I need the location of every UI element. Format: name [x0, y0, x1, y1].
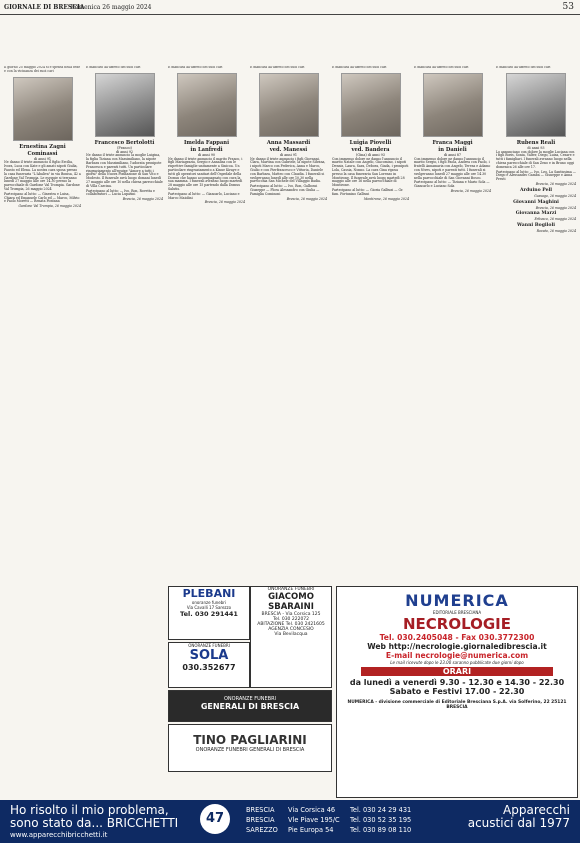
obituary-intro: È mancata all'affetto dei suoi cari [332, 66, 387, 69]
deceased-age: di anni 90 [197, 152, 216, 157]
banner-locations [246, 805, 411, 835]
sbaraini-agency-address: Via Bevilacqua [274, 632, 308, 637]
obituary-sign: Brescia, 26 maggio 2024 [122, 197, 163, 202]
pagliarini-title: TINO PAGLIARINI [193, 733, 307, 747]
deceased-name: Francesco Bertolotti [94, 139, 155, 146]
pagliarini-ad [168, 724, 332, 772]
anniversary-date: Brescia, 26 maggio 2024 [535, 205, 576, 210]
anniversary-name: Giovanna Marzi [515, 211, 557, 217]
obituary-body: Lo annunciano con dolore la moglie Luciana con i figli Boris, Sonia, Valter, Diego, Luisa, Cesare e tutti i famigliari. I funerali avranno luogo nella chiesa parrocchiale di San Zeno e in Bruno oggi domenica 26 alle ore 17. [496, 149, 575, 169]
deceased-name: Luigia Piovelli [349, 139, 392, 146]
numerica-footer: NUMERICA - divisione commerciale di Editoriale Bresciana S.p.A. via Solferino, 22 25121 BRESCIA [347, 700, 567, 710]
tagline-line-1: Apparecchi [503, 803, 570, 817]
sola-tel: 030.352677 [182, 663, 236, 672]
obituary-sign: Brescia, 26 maggio 2024 [204, 200, 245, 205]
obituary-sign: Montirone, 26 maggio 2024 [363, 196, 409, 201]
portrait-photo [177, 73, 237, 137]
obituary-intro: Il giorno 25 maggio 2024 si è spenta nella fede e con la vicinanza dei suoi cari [4, 66, 81, 73]
obituary-intro: È mancata all'affetto dei suoi cari [168, 66, 223, 69]
partecipano-list: Partecipano al lutto: — Giancarlo, Luciano e Marco Maiolini [168, 191, 240, 200]
deceased-name: Anna Massardi [266, 139, 311, 146]
deceased-age: di anni 93 [527, 145, 545, 150]
orari-weekend: Sabato e Festivi 17.00 - 22.30 [389, 687, 525, 696]
portrait-photo [259, 73, 319, 137]
partecipano-list: Partecipano al lutto: — Ivo, Ron, Galbossi Giuseppe — Flora Alessandro con Giulia — Famiglia Cominoni [250, 184, 320, 196]
obituary-column-6 [414, 66, 491, 195]
portrait-photo [341, 73, 401, 137]
plebani-sub: onoranze funebri [191, 600, 227, 605]
anniversary-name: Wanni Bogiloli [517, 223, 555, 229]
portrait-photo [423, 73, 483, 137]
location-city: SAREZZO [246, 826, 278, 834]
obituary-column-1 [4, 66, 81, 210]
obituary-intro: È mancata all'affetto dei suoi cari [250, 66, 305, 69]
partecipano-list: Partecipano al lutto: — Ivo, Ron, Rovetta e collaboratori — Lucia Lupatini [86, 188, 155, 197]
banner-tagline [450, 804, 570, 830]
page-number: 53 [562, 2, 574, 12]
publication-name: GIORNALE DI BRESCIA [4, 4, 85, 11]
sbaraini-ad [250, 586, 332, 688]
publication-date: Domenica 26 maggio 2024 [70, 4, 152, 11]
location-row [246, 805, 411, 815]
location-tel: Tel. 030 89 08 110 [350, 826, 412, 834]
location-tel: Tel. 030 52 35 195 [350, 816, 412, 824]
banner-line-1: Ho risolto il mio problema, [10, 803, 169, 817]
obituary-column-5 [332, 66, 409, 202]
partecipano-list: Partecipano al lutto: — Ginestra e Luisa, Chiara ed Emanuele Carlo ed — Marco, Milvio e Paolo Moretti — Renata Fontana [4, 191, 80, 204]
plebani-tel: Tel. 030 291441 [180, 610, 238, 618]
obituary-column-4 [250, 66, 327, 202]
anniversary-name: Giovanni Maghini [513, 199, 559, 205]
obituary-intro: È mancato all'affetto dei suoi cari [86, 66, 141, 69]
sola-sub: ONORANZE FUNEBRI [188, 643, 230, 648]
necrologie-note: Le mail ricevute dopo le 23.00 saranno pubblicate due giorni dopo [390, 660, 524, 665]
deceased-name-2: ved. Manessi [269, 146, 308, 153]
location-tel: Tel. 030 24 29 431 [350, 806, 412, 814]
obituary-column-2 [86, 66, 163, 203]
bricchetti-banner [0, 800, 580, 843]
obituary-sign: Brescia, 26 maggio 2024 [450, 188, 491, 193]
partecipano-list: Partecipano al lutto: — Tiziana e Mario Sola — Giancarlo e Luciano Sola [414, 180, 490, 189]
obituary-sign: Brescia, 26 maggio 2024 [535, 181, 576, 186]
location-address: Via Corsica 46 [288, 806, 336, 814]
deceased-age: (Gina) di anni 93 [356, 152, 385, 157]
sbaraini-address: BRESCIA - Via Corsica 125 [261, 612, 321, 617]
sbaraini-agency: AGENZIA CONCESIO [268, 627, 314, 632]
banner-headline [10, 804, 178, 830]
location-address: Vle Piave 195/C [288, 816, 340, 824]
anniversary-date: Rovato, 26 maggio 2024 [536, 229, 576, 234]
plebani-title: PLEBANI [182, 587, 236, 600]
generali-name: GENERALI DI BRESCIA [200, 702, 300, 711]
deceased-name: Rubens Reali [516, 139, 556, 146]
plebani-address: Via Cavalli 17 Sarezzo [186, 605, 232, 610]
deceased-age: di anni 92 [115, 149, 134, 154]
partecipano-list: Partecipano al lutto: — Gioria Galbusi — Gr. fam. Fortunino Galbusi [332, 187, 404, 196]
anniversary-date: Erbusco, 26 maggio 2024 [534, 217, 576, 222]
numerica-necrologie-ad [336, 586, 578, 798]
sola-ad [168, 642, 250, 688]
numerica-logo-sub: EDITORIALE BRESCIANA [432, 610, 482, 615]
pagliarini-sub: ONORANZE FUNEBRI GENERALI DI BRESCIA [195, 747, 305, 753]
obituary-sign: Brescia, 26 maggio 2024 [286, 196, 327, 201]
deceased-name-2: Cominassi [27, 150, 58, 157]
banner-line-2: sono stato da... BRICCHETTI [10, 816, 179, 830]
numerica-logo: NUMERICA [405, 591, 509, 610]
deceased-age: di anni 87 [443, 152, 462, 157]
necrologie-phone: Tel. 030.2405048 - Fax 030.3772300 [379, 633, 535, 642]
plebani-ad [168, 586, 250, 640]
obituary-body: Ne danno il triste annuncio i figli Giovanni, Clara, Martina con Gabriele, la nipote Silvana, i nipoti Marco con Federica, Anna e Marco, Giulio e con Pierfrancesco e Vittoria, Daniele con Barbara, Matteo con Claudia. I funerali si svolgeranno lunedì alle ore 10.30 nella parrocchia San Michele del Villaggio Badia. [250, 156, 326, 184]
deceased-name: Franca Maggi [432, 139, 473, 146]
necrologie-title: NECROLOGIE [402, 615, 512, 633]
deceased-nickname: (Franco) [117, 145, 132, 150]
necrologie-web[interactable]: Web http://necrologie.giornaledibrescia.it [367, 642, 547, 651]
obituary-body: Ne danno il triste annuncio la moglie Luigina, la figlia Tiziana con Massimiliano, la nipote Barbara con Massimiliano, l'adorata pronipote Francesca e parenti tutti. Un particolare ringraziamento all'equipe "Amore a tutti i giorni" della Nuova Fondazione di San Vito e Modesto. Il funerale avrà luogo domani lunedì 27 maggio alle ore 10 nella chiesa parrocchiale di Villa Carcina. [86, 153, 163, 188]
deceased-name: Imelda Fappani [183, 139, 230, 146]
obituary-intro: È mancato all'affetto dei suoi cari [496, 66, 551, 69]
location-row [246, 825, 411, 835]
obituary-sign: Gardone Val Trompia, 26 maggio 2024 [18, 204, 81, 209]
location-city: BRESCIA [246, 816, 275, 824]
deceased-name: Ernestina Zagni [19, 143, 66, 150]
obituary-body: Con immenso dolore ne danno l'annuncio il marito Natale con Angelo, Giacomino, i nipoti Dennis, Laura, Sara, Debora, Giada, i pronipoti Lola, Cassia, Nonno. La cara Gina riposa presso la casa funeraria San Lorenzo in Montirone. Il funerale avrà luogo martedì 28 maggio alle ore 16 nella parrocchiale di Montirone. [332, 156, 409, 188]
anniversary-badge: 47 [200, 804, 230, 834]
tagline-line-2: acustici dal 1977 [467, 816, 570, 830]
sbaraini-title: ONORANZE FUNEBRI [267, 587, 315, 592]
anniversary-name: Arduino Pell [519, 187, 553, 193]
sbaraini-tel: Tel. 030 222072 [272, 617, 310, 622]
deceased-name-2: ved. Bandera [351, 146, 390, 153]
anniversary-date: Gussago, 26 maggio 2024 [534, 193, 576, 198]
obituary-intro: È mancata all'affetto dei suoi cari [414, 66, 469, 69]
portrait-photo [95, 73, 155, 137]
obituary-body: Con immenso dolore ne danno l'annuncio il marito Sergio, i figli Paola, Andrea con Paolo, i fratelli Annamaria con Angelo, Teresa e Adamo con Nives, nipoti e parenti tutti. I funerali si svolgeranno lunedì 27 maggio alle ore 14.30 nella parrocchiale di San Giovanni Bosco. [414, 156, 491, 180]
deceased-name-2: in Danieli [438, 146, 467, 153]
obituary-body: Ne danno il triste annuncio il marito Franco, i figli Mariagrazia, Sergio e Annalisa con le rispettive famiglie unitamente a Sinicoa. Un particolare ringraziamento a Kinue Kiraye e tutti gli operatori sanitari dell'Ospedale della Domus che hanno accompagnato con cura la sua mamma. I funerali avranno luogo martedì 28 maggio alle ore 15 partendo dalla Domus Salutis. [168, 156, 243, 191]
deceased-name-2: in Lanfredi [190, 146, 223, 153]
portrait-photo [506, 73, 566, 137]
sbaraini-home-tel: ABITAZIONE Tel. 030 2421605 [257, 622, 325, 627]
sbaraini-name: GIACOMO SBARAINI [268, 592, 314, 612]
deceased-age: di anni 91 [33, 156, 52, 161]
obituary-column-7 [496, 66, 576, 235]
banner-website[interactable]: www.apparecchibricchetti.it [10, 831, 108, 839]
sola-title: SOLA [189, 648, 229, 663]
location-city: BRESCIA [246, 806, 275, 814]
obituary-column-3 [168, 66, 245, 206]
necrologie-email[interactable]: E-mail necrologie@numerica.com [385, 651, 529, 660]
generali-title: ONORANZE FUNEBRI [223, 696, 277, 702]
obituary-body: Ne danno il triste annuncio il figlio Ercilia, Ivora, Luca con Kate e gli amati nipoti Giulia, Fausto ed Elena. La nostra cara sposa presso la casa funeraria "L'Abaliva" in via Bonisa, 42 a Gardone Val Trompia. Le esequie si terranno lunedì 27 maggio alle ore 14.30 presso la parrocchiale di Gardone Val Trompia. Gardone Val Trompia, 26 maggio 2024 [4, 160, 81, 191]
generali-ad [168, 690, 332, 722]
portrait-photo [13, 77, 73, 141]
partecipano-list: Partecipano al lutto: — Ivo, Leo, La Santissima — Diego e Alessandro Gamba — Giuseppe e Anna Presti [496, 169, 576, 182]
page-header [0, 0, 580, 15]
location-row [246, 815, 411, 825]
orari-banner: ORARI [361, 667, 553, 676]
location-address: Pie Europa 54 [288, 826, 334, 834]
advertising-area [0, 586, 580, 798]
orari-weekday: da lunedì a venerdì 9.30 - 12.30 e 14.30 - 22.30 [349, 678, 565, 687]
deceased-age: di anni 91 [279, 152, 298, 157]
